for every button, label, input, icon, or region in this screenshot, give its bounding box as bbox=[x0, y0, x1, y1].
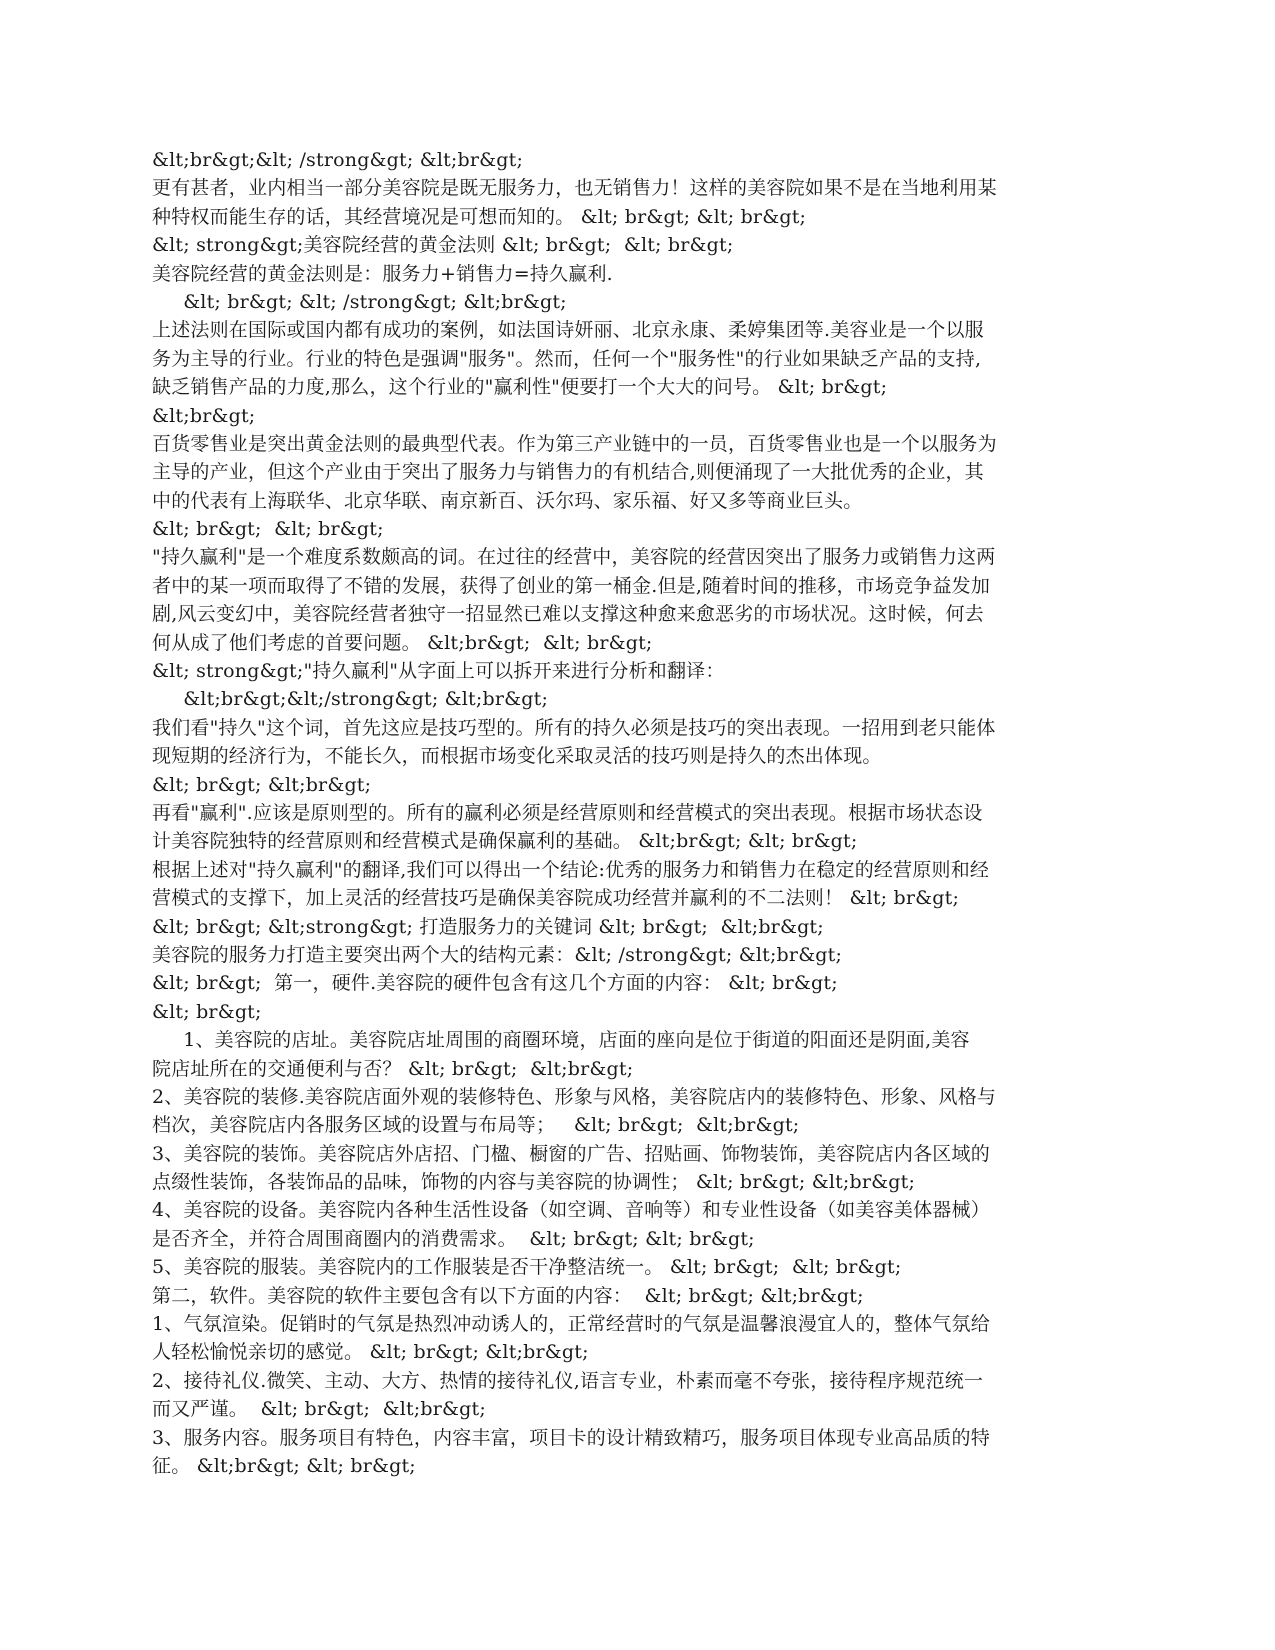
text-line: &lt; br&gt; &lt;br&gt; bbox=[152, 773, 372, 796]
text-line: &lt; br&gt; bbox=[152, 1000, 262, 1023]
text-line: &lt;br&gt;&lt; /strong&gt; &lt;br&gt; bbox=[152, 149, 524, 171]
text-line: 档次，美容院店内各服务区域的设置与布局等； &lt; br&gt; &lt;br&gt; bbox=[152, 1114, 800, 1137]
text-line: 2、美容院的装修.美容院店面外观的装修特色、形象与风格，美容院店内的装修特色、形象、风格与 bbox=[152, 1085, 997, 1108]
text-line: 根据上述对"持久赢利"的翻译,我们可以得出一个结论:优秀的服务力和销售力在稳定的经营原则和经 bbox=[152, 858, 990, 881]
text-line: 征。 &lt;br&gt; &lt; br&gt; bbox=[152, 1454, 416, 1477]
text-line: 何从成了他们考虑的首要问题。 &lt;br&gt; &lt; br&gt; bbox=[152, 631, 653, 654]
text-line: 者中的某一项而取得了不错的发展，获得了创业的第一桶金.但是,随着时间的推移，市场竞争益发加 bbox=[152, 574, 991, 597]
text-line: 点缀性装饰，各装饰品的品味，饰物的内容与美容院的协调性； &lt; br&gt; &lt;br&gt; bbox=[152, 1171, 916, 1194]
text-line: 上述法则在国际或国内都有成功的案例，如法国诗妍丽、北京永康、柔婷集团等.美容业是一个以服 bbox=[152, 319, 984, 342]
text-line: 我们看"持久"这个词，首先这应是技巧型的。所有的持久必须是技巧的突出表现。一招用到老只能体 bbox=[152, 716, 996, 739]
text-line: 1、美容院的店址。美容院店址周围的商圈环境，店面的座向是位于街道的阳面还是阴面,美容 bbox=[152, 1029, 970, 1052]
text-line: &lt; br&gt; &lt;strong&gt; 打造服务力的关键词 &lt; br&gt; &lt;br&gt; bbox=[152, 915, 824, 938]
text-line: &lt;br&gt;&lt;/strong&gt; &lt;br&gt; bbox=[152, 688, 549, 711]
text-line: 主导的产业，但这个产业由于突出了服务力与销售力的有机结合,则便涌现了一大批优秀的企业，其 bbox=[152, 461, 984, 484]
text-line: 剧,风云变幻中，美容院经营者独守一招显然已难以支撑这种愈来愈恶劣的市场状况。这时候，何去 bbox=[152, 603, 984, 626]
text-line: 更有甚者，业内相当一部分美容院是既无服务力，也无销售力！这样的美容院如果不是在当地利用某 bbox=[152, 177, 997, 200]
text-line: &lt; br&gt; 第一，硬件.美容院的硬件包含有这几个方面的内容： &lt; br&gt; bbox=[152, 972, 838, 995]
text-line: 5、美容院的服装。美容院内的工作服装是否干净整洁统一。 &lt; br&gt; &lt; br&gt; bbox=[152, 1256, 902, 1279]
text-line: 美容院经营的黄金法则是：服务力+销售力=持久赢利. bbox=[152, 262, 613, 285]
text-line: 百货零售业是突出黄金法则的最典型代表。作为第三产业链中的一员，百货零售业也是一个以服务为 bbox=[152, 432, 997, 455]
text-line: 3、美容院的装饰。美容院店外店招、门楹、橱窗的广告、招贴画、饰物装饰，美容院店内各区域的 bbox=[152, 1142, 990, 1165]
text-line: 营模式的支撑下，加上灵活的经营技巧是确保美容院成功经营并赢利的不二法则！ &lt; br&gt; bbox=[152, 887, 960, 910]
text-line: 是否齐全，并符合周围商圈内的消费需求。 &lt; br&gt; &lt; br&gt; bbox=[152, 1227, 755, 1250]
text-line: &lt;br&gt; bbox=[152, 404, 256, 427]
text-line: 1、气氛渲染。促销时的气氛是热烈冲动诱人的，正常经营时的气氛是温馨浪漫宜人的，整体气氛给 bbox=[152, 1313, 990, 1336]
text-line: 中的代表有上海联华、北京华联、南京新百、沃尔玛、家乐福、好又多等商业巨头。 bbox=[152, 489, 863, 512]
text-line: 种特权而能生存的话，其经营境况是可想而知的。 &lt; br&gt; &lt; br&gt; bbox=[152, 205, 807, 228]
text-line: 第二，软件。美容院的软件主要包含有以下方面的内容： &lt; br&gt; &lt;br&gt; bbox=[152, 1284, 864, 1307]
text-line: &lt; br&gt; &lt; br&gt; bbox=[152, 518, 384, 541]
text-line: 计美容院独特的经营原则和经营模式是确保赢利的基础。 &lt;br&gt; &lt; br&gt; bbox=[152, 830, 858, 853]
text-line: &lt; strong&gt;"持久赢利"从字面上可以拆开来进行分析和翻译： bbox=[152, 660, 725, 683]
text-line: 人轻松愉悦亲切的感觉。 &lt; br&gt; &lt;br&gt; bbox=[152, 1341, 589, 1364]
text-line: 现短期的经济行为，不能长久，而根据市场变化采取灵活的技巧则是持久的杰出体现。 bbox=[152, 745, 882, 768]
text-line: 务为主导的行业。行业的特色是强调"服务"。然而，任何一个"服务性"的行业如果缺乏产品的支持, bbox=[152, 347, 982, 370]
text-line: 再看"赢利".应该是原则型的。所有的赢利必须是经营原则和经营模式的突出表现。根据市场状态设 bbox=[152, 801, 983, 824]
text-line: 4、美容院的设备。美容院内各种生活性设备（如空调、音响等）和专业性设备（如美容美体器械） bbox=[152, 1199, 990, 1222]
text-line: 缺乏销售产品的力度,那么，这个行业的"赢利性"便要打一个大大的问号。 &lt; br&gt; bbox=[152, 376, 888, 399]
document-body bbox=[152, 146, 1124, 1509]
text-line: 美容院的服务力打造主要突出两个大的结构元素：&lt; /strong&gt; &lt;br&gt; bbox=[152, 943, 843, 966]
text-line: &lt; strong&gt;美容院经营的黄金法则 &lt; br&gt; &lt; br&gt; bbox=[152, 234, 734, 257]
text-line: 2、接待礼仪.微笑、主动、大方、热情的接待礼仪,语言专业，朴素而毫不夸张，接待程序规范统一 bbox=[152, 1369, 984, 1392]
text-line: &lt; br&gt; &lt; /strong&gt; &lt;br&gt; bbox=[152, 290, 567, 313]
text-line: 3、服务内容。服务项目有特色，内容丰富，项目卡的设计精致精巧，服务项目体现专业高品质的特 bbox=[152, 1426, 990, 1449]
text-line: 院店址所在的交通便利与否？ &lt; br&gt; &lt;br&gt; bbox=[152, 1057, 634, 1080]
text-line: "持久赢利"是一个难度系数颇高的词。在过往的经营中，美容院的经营因突出了服务力或销售力这两 bbox=[152, 546, 996, 569]
text-line bbox=[152, 1480, 1124, 1508]
text-line: 而又严谨。 &lt; br&gt; &lt;br&gt; bbox=[152, 1398, 486, 1421]
